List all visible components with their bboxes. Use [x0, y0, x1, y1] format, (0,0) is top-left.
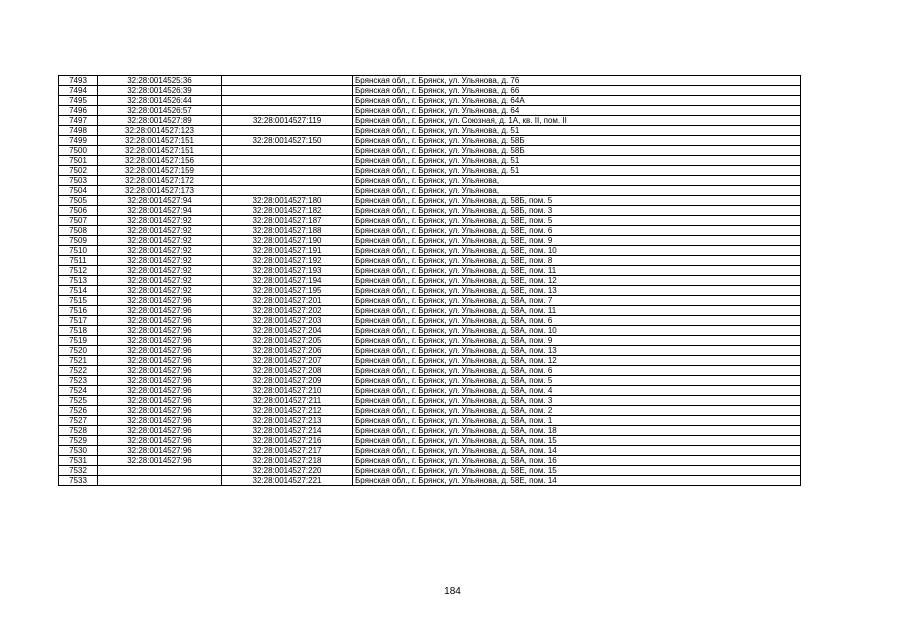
- address-cell: Брянская обл., г. Брянск, ул. Ульянова, д. 58А, пом. 9: [353, 336, 801, 346]
- table-row: [59, 386, 801, 396]
- cadastral-number-cell: 32:28:0014527:96: [98, 456, 222, 466]
- row-number-cell: 7523: [59, 376, 98, 386]
- table-row: [59, 286, 801, 296]
- cadastral-number-cell: 32:28:0014527:96: [98, 396, 222, 406]
- table-row: [59, 216, 801, 226]
- row-number-cell: 7511: [59, 256, 98, 266]
- row-number-cell: 7501: [59, 156, 98, 166]
- table-row: [59, 226, 801, 236]
- row-number-cell: 7509: [59, 236, 98, 246]
- table-row: [59, 76, 801, 86]
- row-number-cell: 7531: [59, 456, 98, 466]
- object-cadastral-number-cell: [222, 166, 353, 176]
- address-cell: Брянская обл., г. Брянск, ул. Ульянова, д. 58Е, пом. 15: [353, 466, 801, 476]
- object-cadastral-number-cell: 32:28:0014527:193: [222, 266, 353, 276]
- cadastral-number-cell: 32:28:0014527:96: [98, 376, 222, 386]
- object-cadastral-number-cell: 32:28:0014527:207: [222, 356, 353, 366]
- table-row: [59, 206, 801, 216]
- object-cadastral-number-cell: 32:28:0014527:211: [222, 396, 353, 406]
- row-number-cell: 7519: [59, 336, 98, 346]
- address-cell: Брянская обл., г. Брянск, ул. Ульянова, д. 58Б, пом. 3: [353, 206, 801, 216]
- row-number-cell: 7500: [59, 146, 98, 156]
- row-number-cell: 7533: [59, 476, 98, 486]
- cadastral-number-cell: 32:28:0014527:96: [98, 426, 222, 436]
- table-row: [59, 346, 801, 356]
- address-cell: Брянская обл., г. Брянск, ул. Ульянова, д. 58Е, пом. 5: [353, 216, 801, 226]
- table-row: [59, 466, 801, 476]
- row-number-cell: 7502: [59, 166, 98, 176]
- row-number-cell: 7507: [59, 216, 98, 226]
- table-row: [59, 246, 801, 256]
- table-row: [59, 356, 801, 366]
- row-number-cell: 7522: [59, 366, 98, 376]
- address-cell: Брянская обл., г. Брянск, ул. Ульянова, д. 58А, пом. 16: [353, 456, 801, 466]
- object-cadastral-number-cell: 32:28:0014527:150: [222, 136, 353, 146]
- cadastral-number-cell: 32:28:0014527:89: [98, 116, 222, 126]
- address-cell: Брянская обл., г. Брянск, ул. Ульянова, д. 58Б, пом. 5: [353, 196, 801, 206]
- table-row: [59, 396, 801, 406]
- object-cadastral-number-cell: 32:28:0014527:188: [222, 226, 353, 236]
- table-row: [59, 96, 801, 106]
- table-row: [59, 236, 801, 246]
- table-row: [59, 176, 801, 186]
- cadastral-number-cell: 32:28:0014526:44: [98, 96, 222, 106]
- object-cadastral-number-cell: 32:28:0014527:187: [222, 216, 353, 226]
- table-row: [59, 86, 801, 96]
- address-cell: Брянская обл., г. Брянск, ул. Ульянова, д. 58Е, пом. 12: [353, 276, 801, 286]
- address-cell: Брянская обл., г. Брянск, ул. Ульянова, д. 58А, пом. 15: [353, 436, 801, 446]
- cadastral-number-cell: 32:28:0014525:36: [98, 76, 222, 86]
- address-cell: Брянская обл., г. Брянск, ул. Ульянова, д. 58Е, пом. 9: [353, 236, 801, 246]
- cadastral-number-cell: 32:28:0014527:96: [98, 316, 222, 326]
- cadastral-number-cell: 32:28:0014527:151: [98, 146, 222, 156]
- object-cadastral-number-cell: 32:28:0014527:206: [222, 346, 353, 356]
- row-number-cell: 7518: [59, 326, 98, 336]
- table-row: [59, 446, 801, 456]
- object-cadastral-number-cell: [222, 96, 353, 106]
- table-row: [59, 266, 801, 276]
- row-number-cell: 7529: [59, 436, 98, 446]
- cadastral-number-cell: 32:28:0014527:173: [98, 186, 222, 196]
- cadastral-number-cell: 32:28:0014527:96: [98, 436, 222, 446]
- object-cadastral-number-cell: 32:28:0014527:204: [222, 326, 353, 336]
- address-cell: Брянская обл., г. Брянск, ул. Ульянова, д. 58Б: [353, 136, 801, 146]
- table-row: [59, 426, 801, 436]
- cadastral-number-cell: 32:28:0014527:94: [98, 196, 222, 206]
- table-row: [59, 316, 801, 326]
- table-row: [59, 436, 801, 446]
- row-number-cell: 7520: [59, 346, 98, 356]
- row-number-cell: 7499: [59, 136, 98, 146]
- row-number-cell: 7503: [59, 176, 98, 186]
- cadastral-number-cell: 32:28:0014526:39: [98, 86, 222, 96]
- address-cell: Брянская обл., г. Брянск, ул. Ульянова, д. 58А, пом. 4: [353, 386, 801, 396]
- object-cadastral-number-cell: 32:28:0014527:192: [222, 256, 353, 266]
- cadastral-number-cell: 32:28:0014527:96: [98, 406, 222, 416]
- address-cell: Брянская обл., г. Брянск, ул. Ульянова, д. 64: [353, 106, 801, 116]
- cadastral-number-cell: 32:28:0014527:123: [98, 126, 222, 136]
- address-cell: Брянская обл., г. Брянск, ул. Ульянова, д. 58Е, пом. 6: [353, 226, 801, 236]
- object-cadastral-number-cell: [222, 176, 353, 186]
- address-cell: Брянская обл., г. Брянск, ул. Ульянова, д. 58А, пом. 13: [353, 346, 801, 356]
- object-cadastral-number-cell: [222, 186, 353, 196]
- cadastral-number-cell: [98, 476, 222, 486]
- object-cadastral-number-cell: 32:28:0014527:212: [222, 406, 353, 416]
- cadastral-number-cell: [98, 466, 222, 476]
- cadastral-number-cell: 32:28:0014527:96: [98, 356, 222, 366]
- address-cell: Брянская обл., г. Брянск, ул. Союзная, д. 1А, кв. II, пом. II: [353, 116, 801, 126]
- object-cadastral-number-cell: 32:28:0014527:201: [222, 296, 353, 306]
- row-number-cell: 7513: [59, 276, 98, 286]
- row-number-cell: 7517: [59, 316, 98, 326]
- object-cadastral-number-cell: 32:28:0014527:180: [222, 196, 353, 206]
- row-number-cell: 7530: [59, 446, 98, 456]
- object-cadastral-number-cell: 32:28:0014527:190: [222, 236, 353, 246]
- cadastral-number-cell: 32:28:0014526:57: [98, 106, 222, 116]
- address-cell: Брянская обл., г. Брянск, ул. Ульянова, д. 58Е, пом. 8: [353, 256, 801, 266]
- cadastral-number-cell: 32:28:0014527:156: [98, 156, 222, 166]
- page-number: 184: [444, 586, 461, 597]
- object-cadastral-number-cell: 32:28:0014527:210: [222, 386, 353, 396]
- address-cell: Брянская обл., г. Брянск, ул. Ульянова, д. 51: [353, 156, 801, 166]
- table-row: [59, 306, 801, 316]
- cadastral-number-cell: 32:28:0014527:96: [98, 326, 222, 336]
- cadastral-number-cell: 32:28:0014527:151: [98, 136, 222, 146]
- object-cadastral-number-cell: [222, 106, 353, 116]
- cadastral-number-cell: 32:28:0014527:92: [98, 276, 222, 286]
- object-cadastral-number-cell: 32:28:0014527:217: [222, 446, 353, 456]
- address-cell: Брянская обл., г. Брянск, ул. Ульянова, д. 58А, пом. 11: [353, 306, 801, 316]
- table-row: [59, 136, 801, 146]
- table-row: [59, 366, 801, 376]
- cadastral-number-cell: 32:28:0014527:96: [98, 366, 222, 376]
- object-cadastral-number-cell: 32:28:0014527:220: [222, 466, 353, 476]
- address-cell: Брянская обл., г. Брянск, ул. Ульянова, д. 58Е, пом. 13: [353, 286, 801, 296]
- address-cell: Брянская обл., г. Брянск, ул. Ульянова, д. 58А, пом. 18: [353, 426, 801, 436]
- object-cadastral-number-cell: [222, 86, 353, 96]
- address-cell: Брянская обл., г. Брянск, ул. Ульянова, д. 51: [353, 166, 801, 176]
- cadastral-number-cell: 32:28:0014527:92: [98, 246, 222, 256]
- row-number-cell: 7512: [59, 266, 98, 276]
- table-row: [59, 336, 801, 346]
- cadastral-number-cell: 32:28:0014527:92: [98, 266, 222, 276]
- cadastral-number-cell: 32:28:0014527:92: [98, 236, 222, 246]
- row-number-cell: 7498: [59, 126, 98, 136]
- object-cadastral-number-cell: 32:28:0014527:218: [222, 456, 353, 466]
- address-cell: Брянская обл., г. Брянск, ул. Ульянова, д. 66: [353, 86, 801, 96]
- object-cadastral-number-cell: [222, 126, 353, 136]
- cadastral-number-cell: 32:28:0014527:92: [98, 256, 222, 266]
- cadastral-number-cell: 32:28:0014527:92: [98, 286, 222, 296]
- object-cadastral-number-cell: 32:28:0014527:119: [222, 116, 353, 126]
- cadastral-number-cell: 32:28:0014527:92: [98, 226, 222, 236]
- cadastral-number-cell: 32:28:0014527:96: [98, 336, 222, 346]
- object-cadastral-number-cell: 32:28:0014527:182: [222, 206, 353, 216]
- row-number-cell: 7497: [59, 116, 98, 126]
- row-number-cell: 7494: [59, 86, 98, 96]
- object-cadastral-number-cell: 32:28:0014527:221: [222, 476, 353, 486]
- address-cell: Брянская обл., г. Брянск, ул. Ульянова, д. 58А, пом. 3: [353, 396, 801, 406]
- table-row: [59, 166, 801, 176]
- cadastral-number-cell: 32:28:0014527:96: [98, 416, 222, 426]
- cadastral-table: [58, 75, 801, 486]
- cadastral-number-cell: 32:28:0014527:96: [98, 386, 222, 396]
- object-cadastral-number-cell: 32:28:0014527:203: [222, 316, 353, 326]
- object-cadastral-number-cell: 32:28:0014527:202: [222, 306, 353, 316]
- object-cadastral-number-cell: 32:28:0014527:216: [222, 436, 353, 446]
- table-row: [59, 476, 801, 486]
- address-cell: Брянская обл., г. Брянск, ул. Ульянова, д. 58А, пом. 7: [353, 296, 801, 306]
- table-row: [59, 276, 801, 286]
- table-row: [59, 106, 801, 116]
- address-cell: Брянская обл., г. Брянск, ул. Ульянова, д. 58Б: [353, 146, 801, 156]
- object-cadastral-number-cell: 32:28:0014527:191: [222, 246, 353, 256]
- cadastral-number-cell: 32:28:0014527:94: [98, 206, 222, 216]
- row-number-cell: 7504: [59, 186, 98, 196]
- object-cadastral-number-cell: 32:28:0014527:208: [222, 366, 353, 376]
- object-cadastral-number-cell: 32:28:0014527:209: [222, 376, 353, 386]
- row-number-cell: 7506: [59, 206, 98, 216]
- cadastral-number-cell: 32:28:0014527:159: [98, 166, 222, 176]
- object-cadastral-number-cell: 32:28:0014527:214: [222, 426, 353, 436]
- address-cell: Брянская обл., г. Брянск, ул. Ульянова, д. 58Е, пом. 11: [353, 266, 801, 276]
- table-row: [59, 196, 801, 206]
- table-row: [59, 376, 801, 386]
- address-cell: Брянская обл., г. Брянск, ул. Ульянова,: [353, 186, 801, 196]
- table-row: [59, 146, 801, 156]
- address-cell: Брянская обл., г. Брянск, ул. Ульянова, д. 58А, пом. 12: [353, 356, 801, 366]
- row-number-cell: 7496: [59, 106, 98, 116]
- row-number-cell: 7525: [59, 396, 98, 406]
- address-cell: Брянская обл., г. Брянск, ул. Ульянова,: [353, 176, 801, 186]
- row-number-cell: 7516: [59, 306, 98, 316]
- address-cell: Брянская обл., г. Брянск, ул. Ульянова, д. 58А, пом. 6: [353, 316, 801, 326]
- cadastral-number-cell: 32:28:0014527:92: [98, 216, 222, 226]
- cadastral-number-cell: 32:28:0014527:96: [98, 306, 222, 316]
- object-cadastral-number-cell: 32:28:0014527:194: [222, 276, 353, 286]
- object-cadastral-number-cell: 32:28:0014527:213: [222, 416, 353, 426]
- row-number-cell: 7521: [59, 356, 98, 366]
- row-number-cell: 7510: [59, 246, 98, 256]
- cadastral-number-cell: 32:28:0014527:96: [98, 296, 222, 306]
- address-cell: Брянская обл., г. Брянск, ул. Ульянова, д. 58А, пом. 1: [353, 416, 801, 426]
- table-body: [59, 76, 801, 486]
- row-number-cell: 7508: [59, 226, 98, 236]
- row-number-cell: 7528: [59, 426, 98, 436]
- address-cell: Брянская обл., г. Брянск, ул. Ульянова, д. 58А, пом. 14: [353, 446, 801, 456]
- table-row: [59, 116, 801, 126]
- object-cadastral-number-cell: [222, 156, 353, 166]
- row-number-cell: 7532: [59, 466, 98, 476]
- table-row: [59, 456, 801, 466]
- table-row: [59, 126, 801, 136]
- table-row: [59, 416, 801, 426]
- address-cell: Брянская обл., г. Брянск, ул. Ульянова, д. 64А: [353, 96, 801, 106]
- address-cell: Брянская обл., г. Брянск, ул. Ульянова, д. 76: [353, 76, 801, 86]
- object-cadastral-number-cell: 32:28:0014527:205: [222, 336, 353, 346]
- object-cadastral-number-cell: [222, 76, 353, 86]
- row-number-cell: 7505: [59, 196, 98, 206]
- address-cell: Брянская обл., г. Брянск, ул. Ульянова, д. 58А, пом. 5: [353, 376, 801, 386]
- table-row: [59, 256, 801, 266]
- address-cell: Брянская обл., г. Брянск, ул. Ульянова, д. 58А, пом. 10: [353, 326, 801, 336]
- object-cadastral-number-cell: 32:28:0014527:195: [222, 286, 353, 296]
- table-row: [59, 156, 801, 166]
- cadastral-number-cell: 32:28:0014527:172: [98, 176, 222, 186]
- row-number-cell: 7515: [59, 296, 98, 306]
- table-row: [59, 296, 801, 306]
- address-cell: Брянская обл., г. Брянск, ул. Ульянова, д. 58Е, пом. 10: [353, 246, 801, 256]
- table-row: [59, 186, 801, 196]
- object-cadastral-number-cell: [222, 146, 353, 156]
- row-number-cell: 7495: [59, 96, 98, 106]
- address-cell: Брянская обл., г. Брянск, ул. Ульянова, д. 58Е, пом. 14: [353, 476, 801, 486]
- row-number-cell: 7514: [59, 286, 98, 296]
- table-row: [59, 406, 801, 416]
- address-cell: Брянская обл., г. Брянск, ул. Ульянова, д. 58А, пом. 2: [353, 406, 801, 416]
- row-number-cell: 7527: [59, 416, 98, 426]
- row-number-cell: 7493: [59, 76, 98, 86]
- cadastral-number-cell: 32:28:0014527:96: [98, 446, 222, 456]
- row-number-cell: 7524: [59, 386, 98, 396]
- cadastral-number-cell: 32:28:0014527:96: [98, 346, 222, 356]
- address-cell: Брянская обл., г. Брянск, ул. Ульянова, д. 51: [353, 126, 801, 136]
- table-row: [59, 326, 801, 336]
- row-number-cell: 7526: [59, 406, 98, 416]
- address-cell: Брянская обл., г. Брянск, ул. Ульянова, д. 58А, пом. 6: [353, 366, 801, 376]
